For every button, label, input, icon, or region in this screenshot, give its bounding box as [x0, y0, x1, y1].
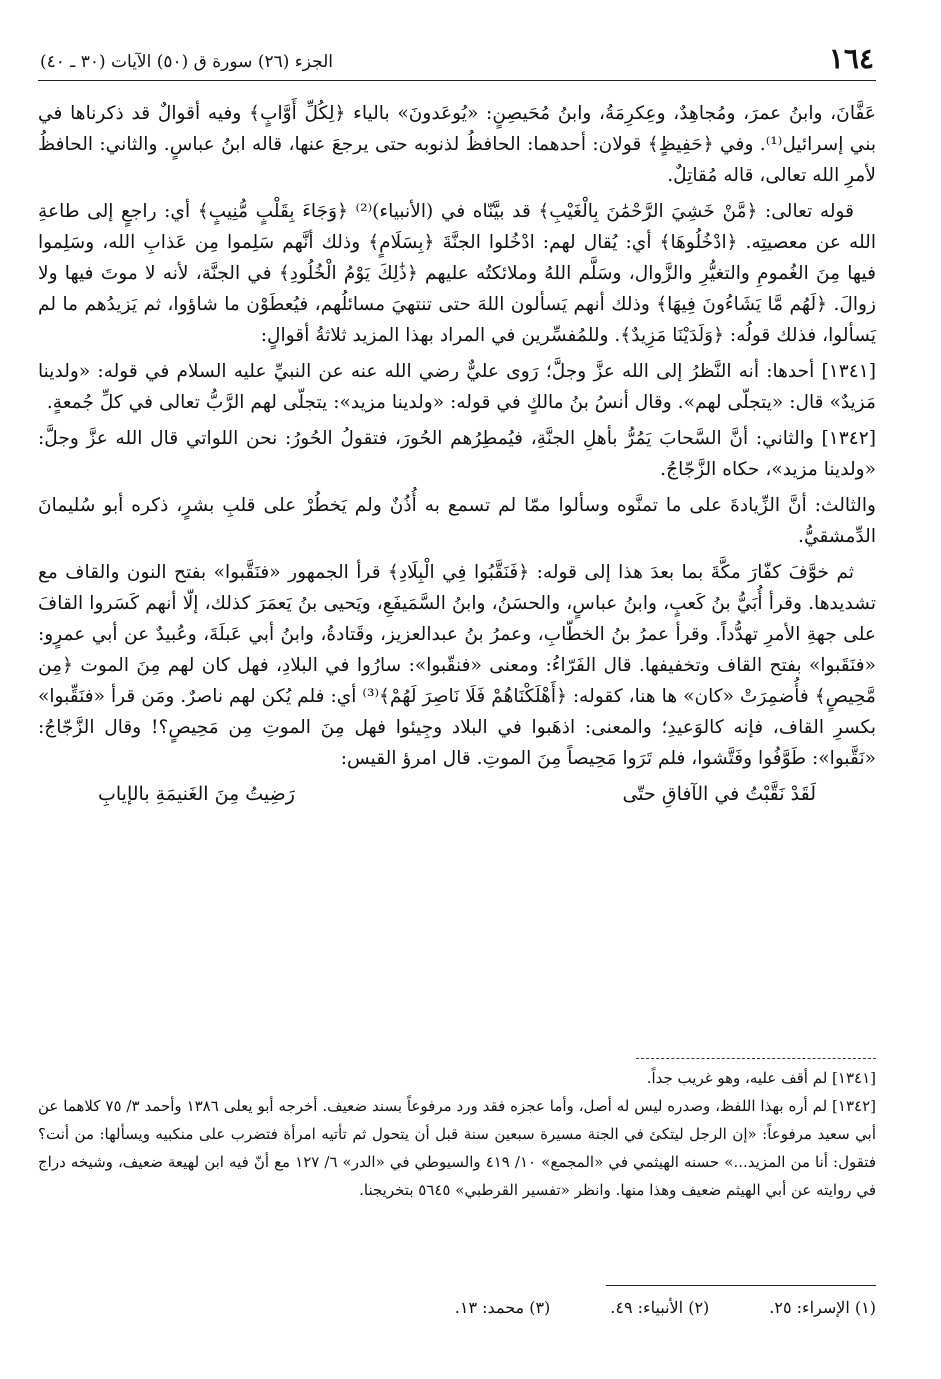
page-header [38, 40, 876, 81]
takhrij-notes [38, 1064, 876, 1204]
page-number: ١٦٤ [828, 42, 874, 75]
main-text [38, 98, 876, 810]
references-divider [606, 1285, 876, 1286]
paragraph: قوله تعالى: ﴿مَّنْ خَشِيَ الرَّحْمَٰنَ بِالْغَيْبِ﴾ قد بيَّنّاه في (الأنبياء)⁽²⁾ ﴿وَجَاءَ بِقَلْبٍ مُّنِيبٍ﴾ أي: راجعٍ إلى طاعةِ الله عن معصيتِه. ﴿ادْخُلُوهَا﴾ أي: يُقال لهم: ادْخُلوا الجنَّةَ ﴿بِسَلَامٍ﴾ وذلك أنَّهم سَلِموا مِن عَذابِ الله، وسَلِموا فيها مِنَ الغُمومِ والتغيُّرِ والزَّوال، وسَلَّم اللهُ وملائكتُه عليهم ﴿ذَٰلِكَ يَوْمُ الْخُلُودِ﴾ في الجنَّة، لأنه لا موتَ فيها ولا زوالَ. ﴿لَهُم مَّا يَشَاءُونَ فِيهَا﴾ وذلك أنهم يَسألون اللهَ حتى تنتهيَ مسائلُهم، فيُعطَوْن ما شاؤوا، ثم يَزيدُهم ما لم يَسألوا، فذلك قولُه: ﴿وَلَدَيْنَا مَزِيدٌ﴾. وللمُفسِّرين في المراد بهذا المزيد ثلاثةُ أقوالٍ: [38, 201, 876, 346]
reference: (٣) محمد: ١٣. [454, 1298, 551, 1317]
footnote-divider [636, 1058, 876, 1059]
reference: (٢) الأنبياء: ٤٩. [610, 1298, 710, 1317]
note: [١٣٤٢] لم أره بهذا اللفظ، وصدره ليس له أصل، وأما عجزه فقد ورد مرفوعاً بسند ضعيف. أخرجه أبو يعلى ١٣٨٦ وأحمد ٣/ ٧٥ كلاهما عن أبي سعيد مرفوعاً: «إن الرجل ليتكئ في الجنة مسيرة سبعين سنة قبل أن يتحول ثم تأتيه امرأة فتضرب على منكبيه ويسألها: من أنت؟ فتقول: أنا من المزيد...» حسنه الهيثمي في «المجمع» ١٠/ ٤١٩ والسيوطي في «الدر» ٦/ ١٢٧ مع أنّ فيه ابن لهيعة ضعيف، وشيخه دراج في روايته عن أبي الهيثم ضعيف وهذا منها. وانظر «تفسير القرطبي» ٥٦٤٥ بتخريجنا. [38, 1097, 876, 1199]
note: [١٣٤١] لم أقف عليه، وهو غريب جداً. [646, 1069, 876, 1087]
paragraph: عَفَّانَ، وابنُ عمرَ، ومُجاهِدٌ، وعِكرِمَةُ، وابنُ مُحَيصِنٍ: «يُوعَدونَ» بالياء ﴿لِكُلِّ أَوَّابٍ﴾ وفيه أقوالٌ قد ذكرناها في بني إسرائيل⁽¹⁾. وفي ﴿حَفِيظٍ﴾ قولان: أحدهما: الحافظُ لذنوبه حتى يرجعَ عنها، قاله ابنُ عباسٍ. والثاني: الحافظُ لأمرِ الله تعالى، قاله مُقاتِلٌ. [38, 103, 877, 186]
verse-references [38, 1298, 876, 1317]
poem-first-hemistich: لَقَدْ نَقَّبْتُ في الآفاقِ حتّى [622, 783, 816, 805]
poem-verse [38, 779, 876, 810]
paragraph: ثم خوَّفَ كفّارَ مكَّةَ بما بعدَ هذا إلى قوله: ﴿فَنَقَّبُوا فِي الْبِلَادِ﴾ قرأ الجمهور «فنَقَّبوا» بفتح النون والقاف مع تشديدها. وقرأ أُبَيُّ بنُ كَعبٍ، وابنُ عباسٍ، والحسَنُ، وابنُ السَّمَيفَعِ، ويَحيى بنُ يَعمَرَ كذلك، إلّا أنهم كَسَروا القافَ على جهةِ الأمرِ تهدُّداً. وقرأ عمرُ بنُ الخطّابِ، وعمرُ بنُ عبدالعزيز، وقَتادةُ، وابنُ أبي عَبلَةَ، وعُبيدٌ عن أبي عمرٍو: «فنَقَبوا» بفتح القاف وتخفيفها. قال الفَرّاءُ: ومعنى «فنقّبوا»: سارُوا في البلادِ، فهل كان لهم مِنَ الموت ﴿مِن مَّحِيصٍ﴾ فأُضمِرَتْ «كان» ها هنا، كقوله: ﴿أَهْلَكْنَاهُمْ فَلَا نَاصِرَ لَهُمْ﴾⁽³⁾ أي: فلم يُكن لهم ناصرٌ. ومَن قرأ «فنَقِّبوا» بكسرِ القاف، فإنه كالوَعيدِ؛ والمعنى: اذهَبوا في البلاد وجِيئوا فهل مِنَ الموتِ مِن مَحِيصٍ؟! وقال الزَّجّاجُ: «نَقَّبوا»: طَوَّفُوا وفَتَّشوا، فلم تَرَوا مَحِيصاً مِنَ الموتِ. قال امرؤ القيس: [38, 562, 876, 769]
reference: (١) الإسراء: ٢٥. [769, 1298, 876, 1317]
hadith-paragraph: [١٣٤١] أحدها: أنه النَّظرُ إلى الله عزَّ وجلَّ؛ رَوى عليٌّ رضي الله عنه عن النبيِّ عليه السلام في قوله: «ولدينا مَزيدٌ» قال: «يتجلّى لهم». وقال أنسُ بنُ مالكٍ في قوله: «ولدينا مزيد»: يتجلّى لهم الرَّبُّ تعالى في كلِّ جُمعةٍ. [38, 361, 876, 413]
paragraph: والثالث: أنَّ الزِّيادةَ على ما تمنَّوه وسألوا ممّا لم تسمع به أُذُنٌ ولم يَخطُرْ على قلبِ بشرٍ، ذكره أبو سُليمانَ الدِّمشقيُّ. [38, 495, 876, 547]
running-title: الجزء (٢٦) سورة ق (٥٠) الآيات (٣٠ ـ ٤٠) [40, 52, 334, 72]
book-page [38, 0, 876, 1379]
hadith-paragraph: [١٣٤٢] والثاني: أنَّ السَّحابَ يَمُرُّ بأهلِ الجنَّةِ، فيُمطِرُهم الحُورَ، فتقولُ الحُورُ: نحن اللواتي قال الله عزَّ وجلَّ: «ولدينا مزيد»، حكاه الزَّجّاجُ. [38, 428, 876, 480]
poem-second-hemistich: رَضِيتُ مِنَ الغَنيمَةِ بالإيابِ [98, 783, 295, 805]
